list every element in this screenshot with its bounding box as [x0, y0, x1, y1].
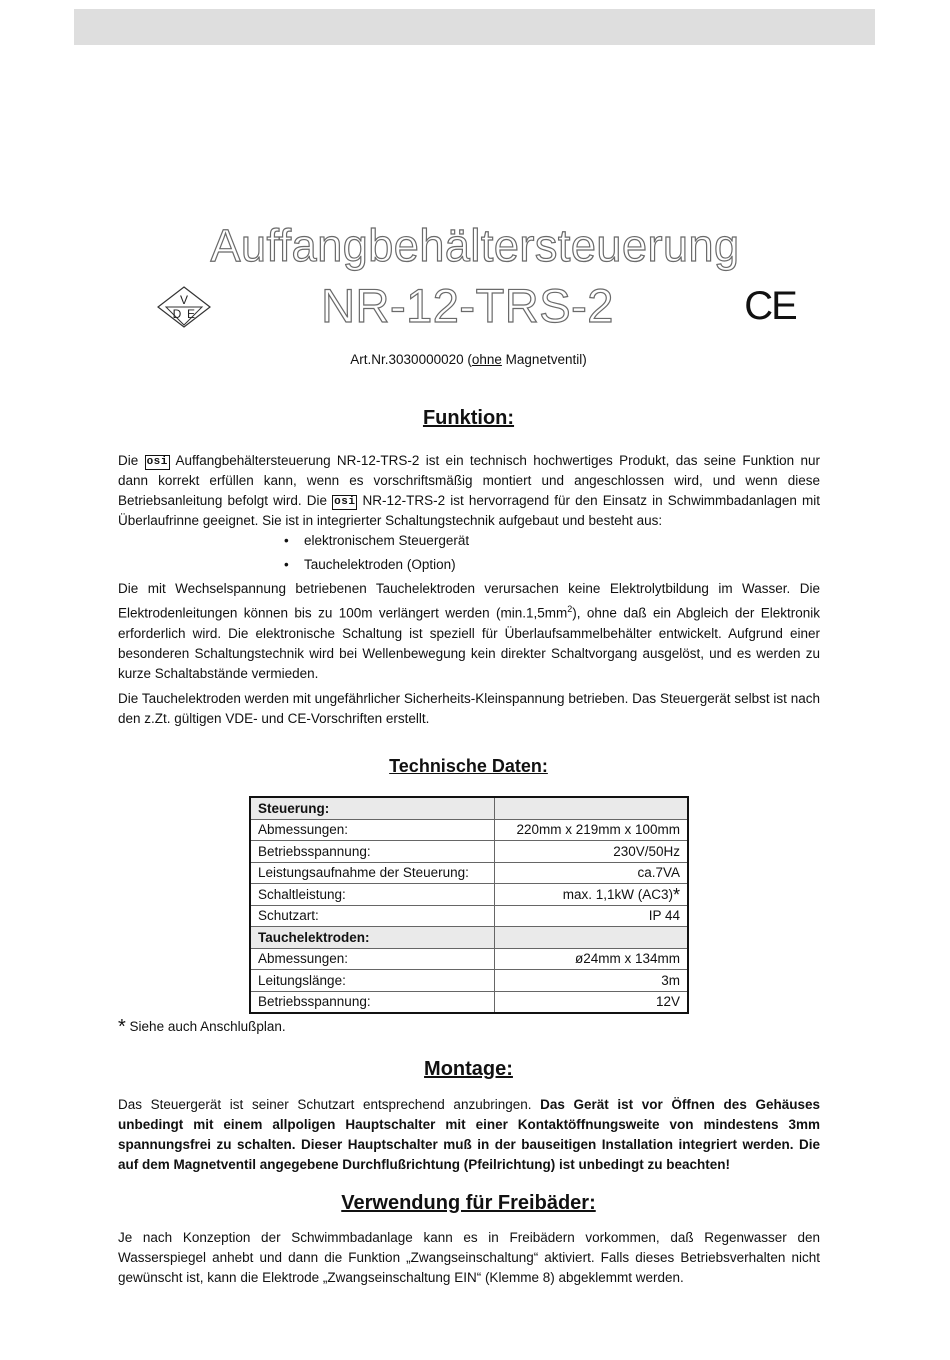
osi-logo: osi [334, 496, 356, 508]
footnote: * Siehe auch Anschlußplan. [118, 1016, 286, 1038]
table-row: Schutzart: IP 44 [250, 905, 688, 927]
paragraph-montage: Das Steuergerät ist seiner Schutzart entsprechend anzubringen. Das Gerät ist vor Öffnen des Gehäuses unbedingt mit einem allpoligen Hauptschalter mit einer Kontaktöffnungsweite von mindestens 3mm spannungsfrei zu schalten. Dieser Hauptschalter muß in der bauseitigen Installation integriert werden. Die auf dem Magnetventil angegebene Durchflußrichtung (Pfeilrichtung) ist unbedingt zu beachten! [118, 1097, 820, 1172]
vde-letter-d: D [172, 307, 182, 321]
article-number: Art.Nr.3030000020 (ohne Magnetventil) [350, 352, 587, 367]
footnote-mark: * [672, 884, 680, 905]
table-row: Steuerung: [250, 797, 688, 819]
svg-text:CE: CE [744, 285, 796, 325]
heading-funktion: Funktion: [422, 407, 515, 429]
paragraph-electrodes: Die mit Wechselspannung betriebenen Tauchelektroden verursachen keine Elektrolytbildung im Wasser. Die Elektrodenleitungen können bis zu 100m verlängert werden $(\min.1,5mm^2)$, ohne daß ein Abgleich der Elektronik erforderlich wird. Die elektronische Schaltung ist speziell für Überlaufsammelbehälter entwickelt. Aufgrund einer besonderen Schaltungstechnik wird bei Wellenbewegung kein direkter Schaltvorgang ausgelöst, und es werden zu kurze Schaltabstände vermieden. [118, 581, 821, 681]
table-row: Abmessungen: ø24mm x 134mm [250, 948, 688, 970]
document-title: Auffangbehältersteuerung [210, 220, 740, 271]
heading-freibaeder: Verwendung für Freibäder: [341, 1192, 596, 1214]
component-list [284, 531, 469, 579]
paragraph-safety: Die Tauchelektroden werden mit ungefährlicher Sicherheits-Kleinspannung betrieben. Das Steuergerät selbst ist nach den z.Zt. gültigen VDE- und CE-Vorschriften erstellt. [118, 691, 820, 726]
list-item: • Tauchelektroden (Option) [284, 555, 469, 579]
vde-letter-v: V [179, 293, 189, 307]
paragraph-intro: Die osi Auffangbehältersteuerung NR-12-TRS-2 ist ein technisch hochwertiges Produkt, das seine Funktion nur dann korrekt erfüllen kann, wenn es vorschriftsmäßig montiert und angeschlossen wird, und wenn diese Betriebsanleitung befolgt wird. Die osi NR-12-TRS-2 ist hervorragend für den Einsatz in Schwimmbadanlagen mit Überlaufrinne geeignet. Sie ist in integrierter Schaltungstechnik aufgebaut und besteht aus: [118, 453, 820, 528]
osi-logo: osi [146, 456, 168, 468]
list-item: • elektronischem Steuergerät [284, 531, 469, 555]
table-row: Betriebsspannung: 12V [250, 991, 688, 1013]
ohne-underlined: ohne [471, 352, 502, 367]
vde-letter-e: E [186, 307, 196, 321]
heading-montage: Montage: [424, 1058, 513, 1080]
table-row: Leistungsaufnahme der Steuerung: ca.7VA [250, 862, 688, 884]
paragraph-freibaeder: Je nach Konzeption der Schwimmbadanlage kann es in Freibädern vorkommen, daß Regenwasser den Wasserspiegel anhebt und dann die Funktion „Zwangseinschaltung“ aktiviert. Falls dieses Betriebsverhalten nicht gewünscht ist, kann die Elektrode „Zwangseinschaltung EIN“ (Klemme 8) abgeklemmt werden. [118, 1230, 820, 1285]
table-row: Betriebsspannung: 230V/50Hz [250, 841, 688, 863]
heading-technische-daten: Technische Daten: [389, 756, 548, 776]
header-bar [74, 9, 875, 45]
table-row: Schaltleistung: max. 1,1kW (AC3)* [250, 884, 688, 906]
technical-data-table [249, 796, 689, 1014]
ce-mark [744, 285, 796, 325]
table-row: Abmessungen: 220mm x 219mm x 100mm [250, 819, 688, 841]
table-row: Tauchelektroden: [250, 927, 688, 949]
model-title: NR-12-TRS-2 [321, 279, 614, 332]
table-row: Leitungslänge: 3m [250, 970, 688, 992]
